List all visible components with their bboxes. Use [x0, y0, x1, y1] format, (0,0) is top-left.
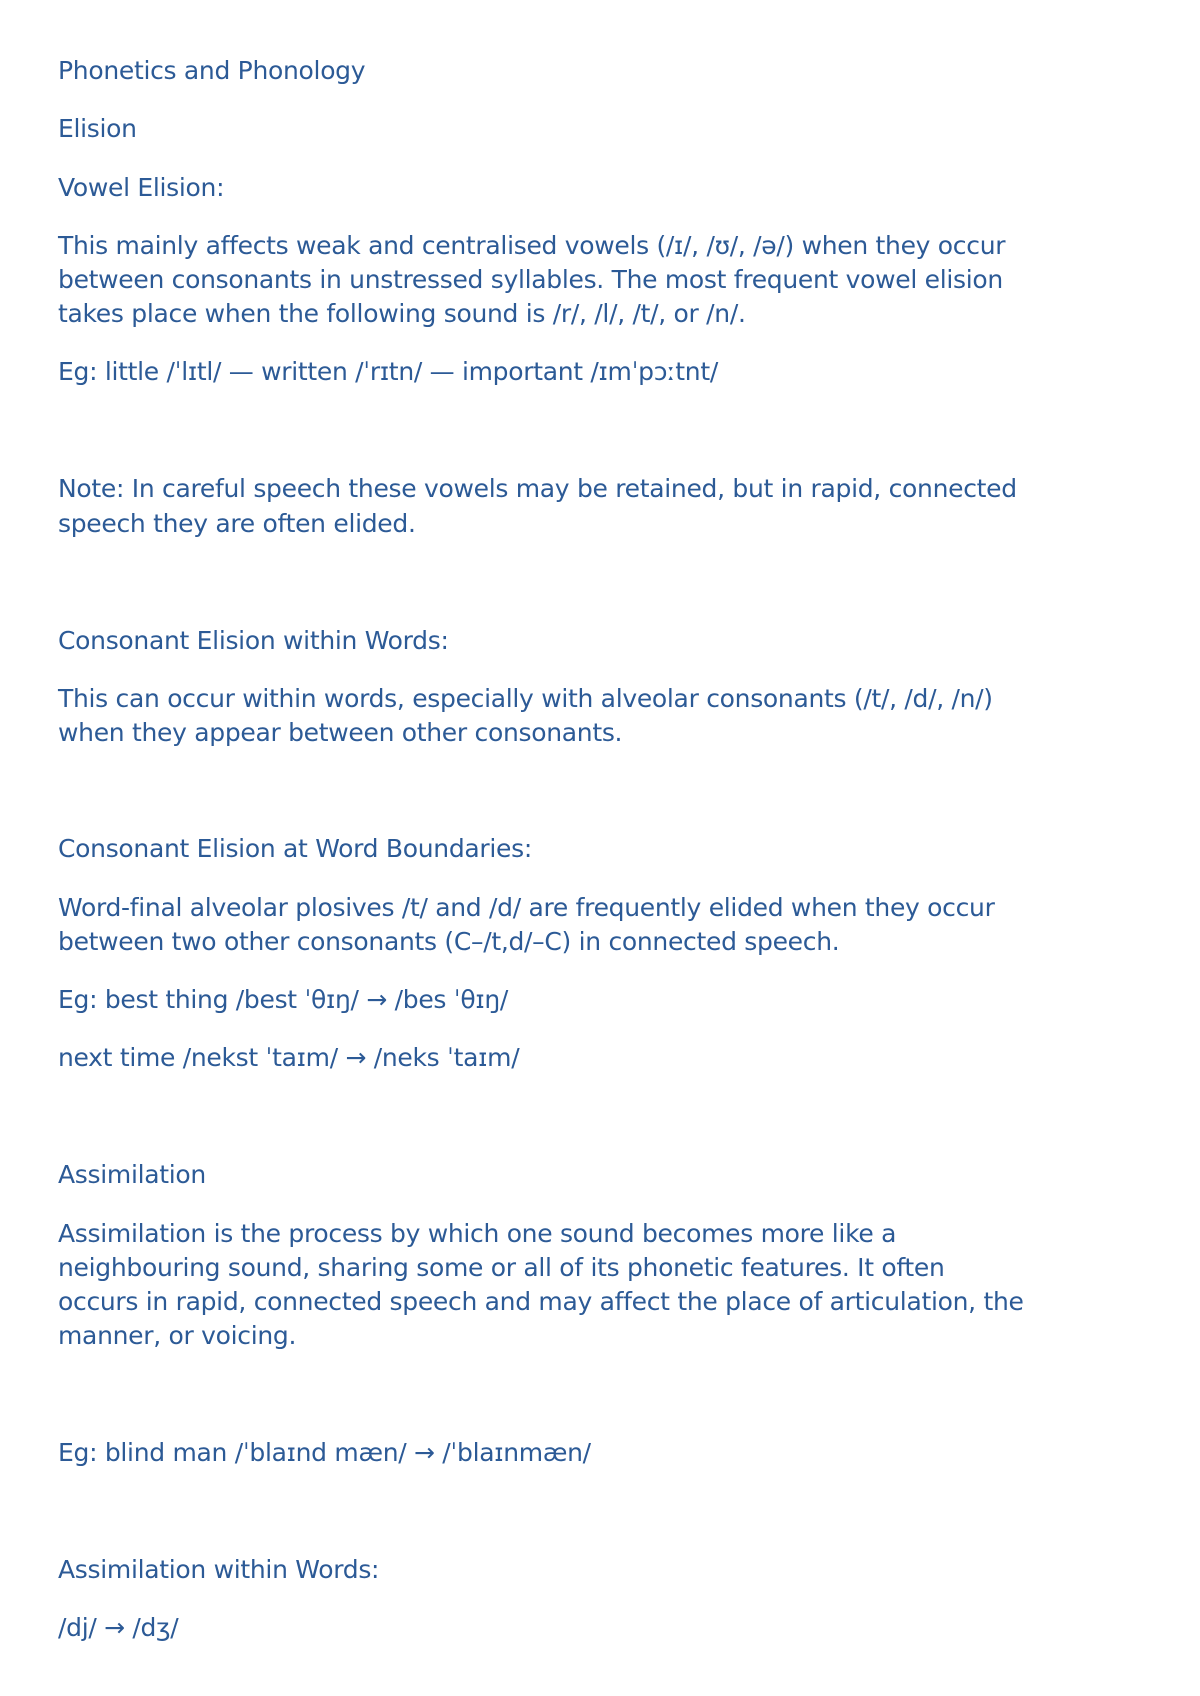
subheading-assimilation-within-words: Assimilation within Words: [58, 1555, 380, 1584]
paragraph-line: This can occur within words, especially with alveolar consonants (/t/, /d/, /n/) [58, 684, 993, 713]
paragraph-line: when they appear between other consonants. [58, 718, 623, 747]
document-title: Phonetics and Phonology [58, 56, 366, 85]
note-line: Note: In careful speech these vowels may be retained, but in rapid, connected [58, 474, 1017, 503]
paragraph-line: occurs in rapid, connected speech and may affect the place of articulation, the [58, 1287, 1024, 1316]
paragraph-line: takes place when the following sound is /r/, /l/, /t/, or /n/. [58, 299, 746, 328]
paragraph-line: Word-final alveolar plosives /t/ and /d/ are frequently elided when they occur [58, 893, 995, 922]
paragraph-line: This mainly affects weak and centralised vowels (/ɪ/, /ʊ/, /ə/) when they occur [58, 231, 1006, 260]
paragraph-line: between consonants in unstressed syllables. The most frequent vowel elision [58, 265, 1003, 294]
section-heading-assimilation: Assimilation [58, 1160, 206, 1189]
paragraph-line: between two other consonants (C–/t,d/–C) in connected speech. [58, 927, 840, 956]
subheading-consonant-elision-word-boundaries: Consonant Elision at Word Boundaries: [58, 834, 532, 863]
example-line: Eg: little /ˈlɪtl/ — written /ˈrɪtn/ — important /ɪmˈpɔːtnt/ [58, 357, 718, 386]
example-line: Eg: blind man /ˈblaɪnd mæn/ → /ˈblaɪnmæn/ [58, 1438, 591, 1467]
section-heading-elision: Elision [58, 114, 137, 143]
subheading-vowel-elision: Vowel Elision: [58, 173, 225, 202]
example-line: Eg: best thing /best ˈθɪŋ/ → /bes ˈθɪŋ/ [58, 985, 508, 1014]
paragraph-line: Assimilation is the process by which one sound becomes more like a [58, 1219, 897, 1248]
example-line: /dj/ → /dʒ/ [58, 1613, 179, 1642]
subheading-consonant-elision-within-words: Consonant Elision within Words: [58, 626, 449, 655]
note-line: speech they are often elided. [58, 509, 416, 538]
paragraph-line: manner, or voicing. [58, 1321, 297, 1350]
paragraph-line: neighbouring sound, sharing some or all of its phonetic features. It often [58, 1253, 945, 1282]
example-line: next time /nekst ˈtaɪm/ → /neks ˈtaɪm/ [58, 1043, 520, 1072]
